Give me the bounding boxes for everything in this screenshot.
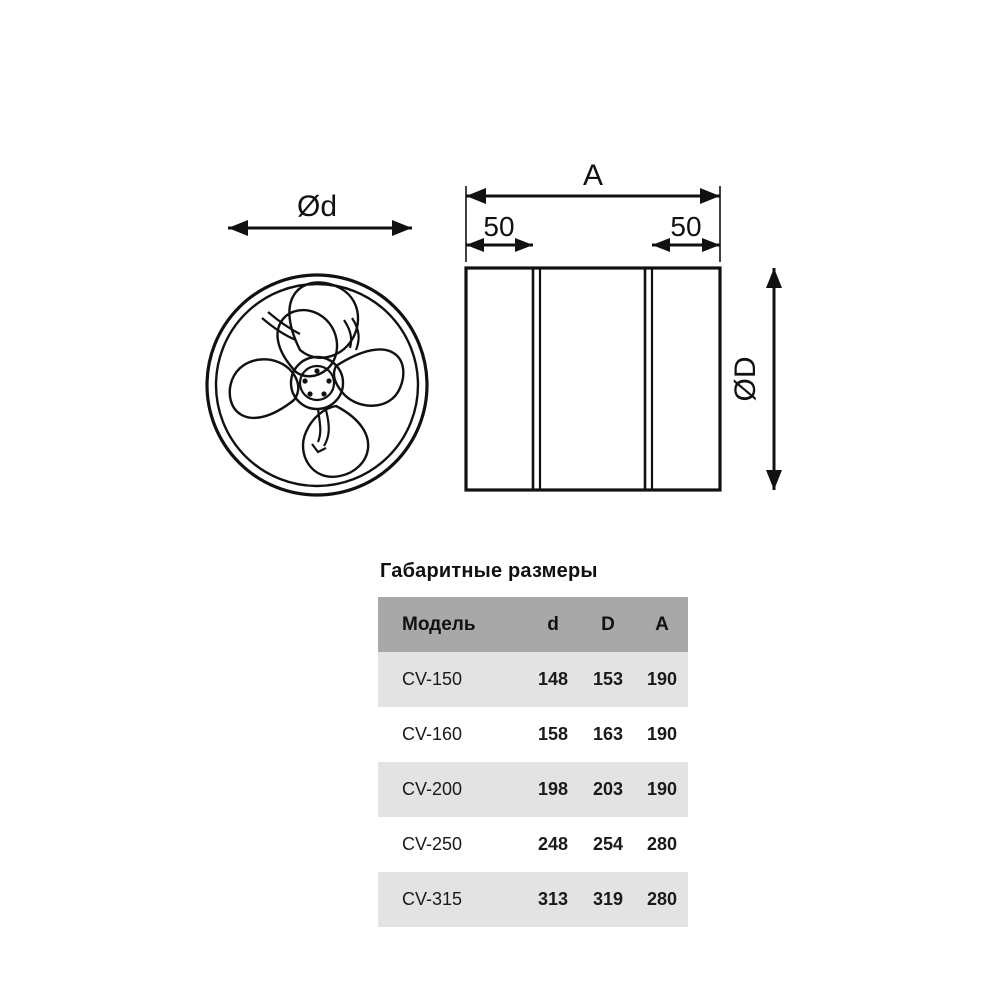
fan-outer-ring: [207, 275, 427, 495]
cell-A: 190: [636, 652, 688, 707]
table-row: [378, 872, 688, 927]
label-diameter-d: Ød: [296, 190, 338, 223]
cell-d: 248: [526, 817, 580, 872]
hub-screw-2: [326, 378, 331, 383]
cell-d: 158: [526, 707, 580, 762]
duct-body-outline: [466, 268, 720, 490]
cell-d: 198: [526, 762, 580, 817]
cell-D: 319: [580, 872, 636, 927]
table-row: [378, 652, 688, 707]
cell-D: 203: [580, 762, 636, 817]
label-a: A: [582, 159, 604, 192]
table-row: [378, 762, 688, 817]
cell-model: CV-150: [378, 652, 526, 707]
hub-screw-4: [307, 391, 312, 396]
column-header-D: D: [580, 597, 636, 652]
cell-A: 190: [636, 707, 688, 762]
hub-screw-3: [321, 391, 326, 396]
cell-d: 313: [526, 872, 580, 927]
cell-D: 163: [580, 707, 636, 762]
fan-front-view: [207, 220, 427, 495]
fan-cable-detail: [312, 409, 329, 452]
dimensions-section: [378, 560, 698, 927]
cell-model: CV-200: [378, 762, 526, 817]
fan-blades: [230, 282, 404, 476]
fan-strut-detail: [262, 312, 359, 350]
dimensions-table: [378, 597, 688, 927]
table-row: [378, 707, 688, 762]
cell-A: 190: [636, 762, 688, 817]
dimension-diameter-D: [766, 268, 782, 490]
cell-D: 153: [580, 652, 636, 707]
cell-D: 254: [580, 817, 636, 872]
cell-model: CV-315: [378, 872, 526, 927]
label-diameter-D: ØD: [729, 356, 762, 402]
cell-model: CV-250: [378, 817, 526, 872]
cell-model: CV-160: [378, 707, 526, 762]
table-header: [378, 597, 688, 652]
table-row: [378, 817, 688, 872]
cell-A: 280: [636, 817, 688, 872]
column-header-model: Модель: [378, 597, 526, 652]
dimensions-title: Габаритные размеры: [380, 560, 598, 582]
label-50-right: 50: [670, 211, 702, 242]
hub-screw-1: [314, 368, 319, 373]
table-header-row: [378, 597, 688, 652]
column-header-d: d: [526, 597, 580, 652]
hub-screw-5: [302, 378, 307, 383]
label-50-left: 50: [483, 211, 515, 242]
column-header-A: A: [636, 597, 688, 652]
cell-A: 280: [636, 872, 688, 927]
cell-d: 148: [526, 652, 580, 707]
table-body: [378, 652, 688, 927]
